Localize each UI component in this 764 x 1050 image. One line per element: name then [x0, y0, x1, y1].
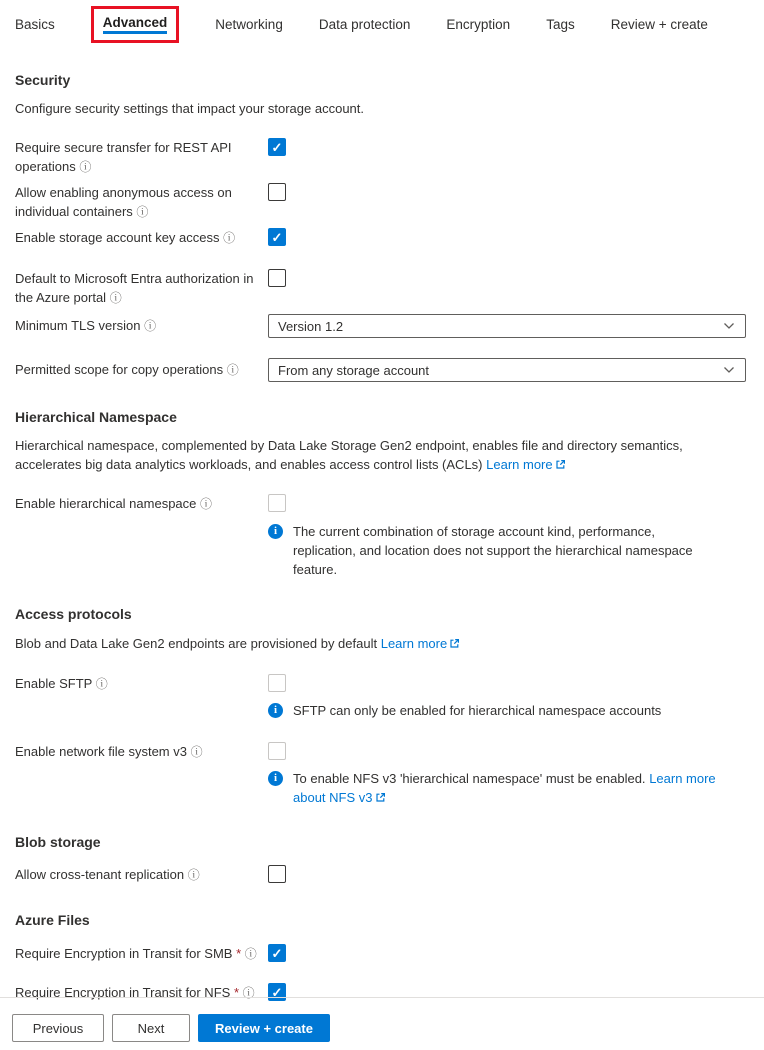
hns-enable-label [15, 494, 268, 514]
tab-review-create[interactable]: Review + create [610, 16, 708, 32]
tab-encryption[interactable]: Encryption [446, 16, 511, 32]
checkbox-hierarchical-namespace[interactable] [268, 494, 286, 512]
link-text: Learn more [486, 457, 553, 472]
info-tooltip-icon[interactable]: ⓘ [95, 677, 108, 691]
cross-tenant-row [15, 865, 748, 885]
check-icon: ✓ [271, 229, 283, 245]
nfs-v3-row [15, 742, 748, 762]
info-icon: i [268, 771, 283, 786]
entra-default-label [15, 269, 268, 308]
sftp-label [15, 674, 268, 694]
label-text: Enable hierarchical namespace [15, 496, 197, 511]
sftp-info-text: SFTP can only be enabled for hierarchical namespace accounts [293, 703, 662, 718]
anonymous-access-label [15, 183, 268, 222]
label-text: Require Encryption in Transit for NFS [15, 985, 231, 1000]
info-tooltip-icon[interactable]: ⓘ [242, 986, 255, 1000]
wizard-footer [0, 997, 764, 1042]
security-section-title: Security [15, 72, 71, 88]
cross-tenant-label [15, 865, 268, 885]
footer-buttons [0, 998, 764, 1042]
access-learn-more-link[interactable] [381, 636, 460, 651]
access-section-description [15, 634, 748, 653]
copy-scope-dropdown[interactable] [268, 358, 746, 382]
chevron-down-icon [722, 319, 736, 333]
entra-default-row [15, 269, 748, 308]
hns-info-message [268, 522, 720, 579]
checkbox-entra-default[interactable] [268, 269, 286, 287]
sftp-row [15, 674, 748, 694]
hns-section-title: Hierarchical Namespace [15, 409, 177, 425]
info-tooltip-icon[interactable]: ⓘ [244, 947, 257, 961]
secure-transfer-row [15, 138, 748, 177]
tab-tags[interactable]: Tags [546, 16, 575, 32]
info-tooltip-icon[interactable]: ⓘ [136, 205, 149, 219]
advanced-tab-highlight [91, 6, 180, 43]
files-section-title: Azure Files [15, 912, 90, 928]
next-button[interactable]: Next [112, 1014, 190, 1042]
min-tls-selected-value: Version 1.2 [278, 318, 344, 334]
smb-encryption-label [15, 944, 268, 964]
check-icon: ✓ [271, 139, 283, 155]
nfs-v3-info-text [293, 769, 720, 807]
info-tooltip-icon[interactable]: ⓘ [200, 497, 213, 511]
key-access-label [15, 228, 268, 248]
previous-button[interactable]: Previous [12, 1014, 104, 1042]
label-text: Require secure transfer for REST API operations [15, 140, 232, 174]
label-text: Enable storage account key access [15, 230, 220, 245]
min-tls-dropdown[interactable] [268, 314, 746, 338]
external-link-icon [449, 638, 460, 649]
checkbox-sftp[interactable] [268, 674, 286, 692]
label-text: Minimum TLS version [15, 318, 141, 333]
external-link-icon [555, 459, 566, 470]
hns-info-text: The current combination of storage account kind, performance, replication, and location does not support the hierarchical namespace feature. [293, 524, 693, 577]
check-icon: ✓ [271, 945, 283, 961]
info-tooltip-icon[interactable]: ⓘ [109, 291, 122, 305]
min-tls-row [15, 314, 748, 338]
label-text: Permitted scope for copy operations [15, 362, 224, 377]
checkbox-nfs-v3[interactable] [268, 742, 286, 760]
label-text: Require Encryption in Transit for SMB [15, 946, 233, 961]
required-marker: * [233, 985, 239, 1000]
access-description-text: Blob and Data Lake Gen2 endpoints are provisioned by default [15, 636, 378, 651]
wizard-tabs [0, 0, 764, 48]
sftp-info-message [268, 701, 720, 720]
link-text: Learn more [380, 636, 448, 651]
review-create-button[interactable]: Review + create [198, 1014, 330, 1042]
tab-data-protection[interactable]: Data protection [318, 16, 411, 32]
tab-basics[interactable]: Basics [15, 16, 55, 32]
checkbox-smb-encryption[interactable] [268, 944, 286, 962]
external-link-icon [375, 792, 386, 803]
info-icon: i [268, 524, 283, 539]
info-tooltip-icon[interactable]: ⓘ [144, 319, 157, 333]
copy-scope-label [15, 360, 268, 380]
checkbox-cross-tenant-replication[interactable] [268, 865, 286, 883]
key-access-row [15, 228, 748, 248]
hns-section-description [15, 436, 748, 474]
anonymous-access-row [15, 183, 748, 222]
access-section-title: Access protocols [15, 606, 132, 622]
info-tooltip-icon[interactable]: ⓘ [223, 231, 236, 245]
hns-enable-row [15, 494, 748, 514]
info-tooltip-icon[interactable]: ⓘ [187, 868, 200, 882]
label-text: Default to Microsoft Entra authorization in the Azure portal [15, 271, 254, 305]
info-text: To enable NFS v3 'hierarchical namespace' must be enabled. [293, 771, 646, 786]
chevron-down-icon [722, 363, 736, 377]
label-text: Enable SFTP [15, 676, 93, 691]
active-tab-underline [103, 31, 168, 34]
copy-scope-selected-value: From any storage account [278, 362, 430, 378]
link-text: Learn more about NFS v3 [293, 771, 716, 805]
info-icon: i [268, 703, 283, 718]
checkbox-key-access[interactable] [268, 228, 286, 246]
blob-section-title: Blob storage [15, 834, 101, 850]
tab-networking[interactable]: Networking [215, 16, 283, 32]
label-text: Allow enabling anonymous access on individual containers [15, 185, 232, 219]
checkbox-anonymous-access[interactable] [268, 183, 286, 201]
checkbox-secure-transfer[interactable] [268, 138, 286, 156]
check-icon: ✓ [271, 984, 283, 1000]
secure-transfer-label [15, 138, 268, 177]
smb-encryption-row [15, 944, 748, 964]
info-tooltip-icon[interactable]: ⓘ [79, 160, 92, 174]
copy-scope-row [15, 358, 748, 382]
hns-description-text: Hierarchical namespace, complemented by Data Lake Storage Gen2 endpoint, enables file and directory semantics, accelerates big data analytics workloads, and enables access control lists (ACLs) [15, 438, 683, 472]
label-text: Enable network file system v3 [15, 744, 187, 759]
info-tooltip-icon[interactable]: ⓘ [190, 745, 203, 759]
nfs-v3-label [15, 742, 268, 762]
tab-advanced[interactable]: Advanced [102, 14, 168, 30]
min-tls-label [15, 316, 268, 336]
info-tooltip-icon[interactable]: ⓘ [226, 363, 239, 377]
label-text: Allow cross-tenant replication [15, 867, 185, 882]
security-section-description: Configure security settings that impact your storage account. [15, 101, 365, 116]
required-marker: * [236, 946, 242, 961]
hns-learn-more-link[interactable] [486, 457, 565, 472]
nfs-v3-info-message [268, 769, 720, 807]
